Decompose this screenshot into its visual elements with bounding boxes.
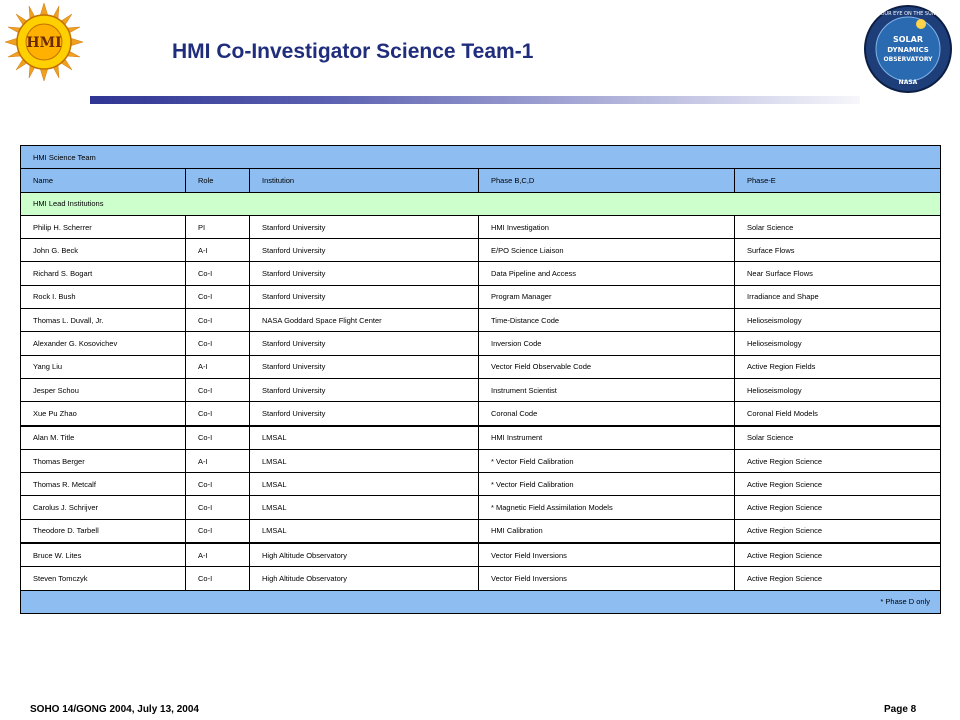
table-row (21, 519, 941, 543)
cell-role: Co-I (186, 332, 250, 355)
cell-role: A-I (186, 355, 250, 378)
cell-name: Philip H. Scherrer (21, 215, 186, 238)
cell-name: Thomas R. Metcalf (21, 473, 186, 496)
cell-institution: Stanford University (250, 262, 479, 285)
cell-role: Co-I (186, 309, 250, 332)
cell-institution: LMSAL (250, 426, 479, 450)
cell-phase-e: Active Region Fields (735, 355, 941, 378)
hmi-logo-text: HMI (26, 35, 62, 51)
cell-institution: High Altitude Observatory (250, 543, 479, 567)
table-row (21, 567, 941, 590)
header-name: Name (21, 169, 186, 192)
cell-role: Co-I (186, 262, 250, 285)
cell-phase-e: Near Surface Flows (735, 262, 941, 285)
cell-phase-e: Irradiance and Shape (735, 285, 941, 308)
header-phase-e: Phase-E (735, 169, 941, 192)
table-row (21, 355, 941, 378)
table-title-row (21, 146, 941, 169)
cell-phase-bcd: HMI Instrument (479, 426, 735, 450)
footer-event: SOHO 14/GONG 2004, July 13, 2004 (30, 704, 199, 715)
cell-role: Co-I (186, 473, 250, 496)
cell-phase-e: Active Region Science (735, 543, 941, 567)
cell-role: Co-I (186, 567, 250, 590)
table-row (21, 496, 941, 519)
cell-phase-e: Active Region Science (735, 473, 941, 496)
table-row (21, 543, 941, 567)
cell-name: Carolus J. Schrijver (21, 496, 186, 519)
table-row (21, 378, 941, 401)
cell-role: Co-I (186, 285, 250, 308)
cell-phase-e: Surface Flows (735, 239, 941, 262)
title-underline (90, 96, 860, 104)
cell-phase-bcd: Vector Field Inversions (479, 567, 735, 590)
cell-phase-bcd: Data Pipeline and Access (479, 262, 735, 285)
sdo-logo-line3: OBSERVATORY (883, 56, 933, 63)
page-title: HMI Co-Investigator Science Team-1 (172, 40, 534, 63)
cell-name: Yang Liu (21, 355, 186, 378)
cell-phase-e: Active Region Science (735, 449, 941, 472)
sdo-logo-line1: SOLAR (892, 35, 924, 44)
table-row (21, 473, 941, 496)
cell-role: PI (186, 215, 250, 238)
cell-phase-bcd: Coronal Code (479, 402, 735, 426)
section-row (21, 192, 941, 215)
cell-phase-bcd: Inversion Code (479, 332, 735, 355)
cell-phase-bcd: * Magnetic Field Assimilation Models (479, 496, 735, 519)
cell-phase-e: Solar Science (735, 426, 941, 450)
cell-institution: High Altitude Observatory (250, 567, 479, 590)
table-row (21, 239, 941, 262)
hmi-logo (4, 2, 84, 82)
table-row (21, 449, 941, 472)
cell-phase-bcd: Time-Distance Code (479, 309, 735, 332)
cell-name: Richard S. Bogart (21, 262, 186, 285)
header-institution: Institution (250, 169, 479, 192)
cell-role: Co-I (186, 496, 250, 519)
cell-institution: Stanford University (250, 239, 479, 262)
table-row (21, 309, 941, 332)
cell-phase-e: Active Region Science (735, 519, 941, 543)
table-row (21, 402, 941, 426)
cell-institution: NASA Goddard Space Flight Center (250, 309, 479, 332)
cell-name: Jesper Schou (21, 378, 186, 401)
sdo-logo (863, 4, 953, 94)
cell-institution: LMSAL (250, 519, 479, 543)
cell-phase-e: Coronal Field Models (735, 402, 941, 426)
cell-role: A-I (186, 239, 250, 262)
cell-name: Alan M. Title (21, 426, 186, 450)
sdo-logo-line2: DYNAMICS (887, 46, 929, 54)
cell-institution: Stanford University (250, 332, 479, 355)
cell-phase-e: Solar Science (735, 215, 941, 238)
table-row (21, 262, 941, 285)
cell-institution: Stanford University (250, 402, 479, 426)
cell-name: Rock I. Bush (21, 285, 186, 308)
cell-name: Bruce W. Lites (21, 543, 186, 567)
cell-name: John G. Beck (21, 239, 186, 262)
cell-name: Xue Pu Zhao (21, 402, 186, 426)
cell-phase-bcd: * Vector Field Calibration (479, 449, 735, 472)
cell-phase-bcd: HMI Calibration (479, 519, 735, 543)
cell-role: A-I (186, 449, 250, 472)
header-role: Role (186, 169, 250, 192)
cell-name: Thomas Berger (21, 449, 186, 472)
table-row (21, 215, 941, 238)
cell-phase-e: Active Region Science (735, 567, 941, 590)
table-row (21, 332, 941, 355)
cell-phase-e: Helioseismology (735, 378, 941, 401)
table-header-row (21, 169, 941, 192)
cell-phase-bcd: Vector Field Inversions (479, 543, 735, 567)
cell-role: A-I (186, 543, 250, 567)
cell-phase-bcd: HMI Investigation (479, 215, 735, 238)
cell-institution: LMSAL (250, 449, 479, 472)
cell-phase-bcd: * Vector Field Calibration (479, 473, 735, 496)
cell-role: Co-I (186, 378, 250, 401)
cell-phase-e: Helioseismology (735, 332, 941, 355)
table-title: HMI Science Team (21, 146, 941, 169)
cell-name: Thomas L. Duvall, Jr. (21, 309, 186, 332)
cell-institution: LMSAL (250, 496, 479, 519)
cell-institution: Stanford University (250, 378, 479, 401)
table-row (21, 285, 941, 308)
cell-name: Theodore D. Tarbell (21, 519, 186, 543)
sdo-logo-nasa: NASA (898, 79, 918, 86)
cell-institution: LMSAL (250, 473, 479, 496)
footnote-row (21, 590, 941, 613)
science-team-table (20, 145, 941, 614)
cell-role: Co-I (186, 519, 250, 543)
cell-phase-e: Helioseismology (735, 309, 941, 332)
footnote: * Phase D only (21, 590, 941, 613)
cell-name: Alexander G. Kosovichev (21, 332, 186, 355)
table-row (21, 426, 941, 450)
cell-phase-e: Active Region Science (735, 496, 941, 519)
cell-phase-bcd: Instrument Scientist (479, 378, 735, 401)
cell-phase-bcd: Vector Field Observable Code (479, 355, 735, 378)
cell-institution: Stanford University (250, 285, 479, 308)
cell-name: Steven Tomczyk (21, 567, 186, 590)
cell-institution: Stanford University (250, 215, 479, 238)
cell-institution: Stanford University (250, 355, 479, 378)
cell-role: Co-I (186, 426, 250, 450)
cell-phase-bcd: Program Manager (479, 285, 735, 308)
cell-phase-bcd: E/PO Science Liaison (479, 239, 735, 262)
section-label: HMI Lead Institutions (21, 192, 941, 215)
cell-role: Co-I (186, 402, 250, 426)
sdo-logo-motto: OUR EYE ON THE SUN (880, 11, 936, 17)
header-phase-bcd: Phase B,C,D (479, 169, 735, 192)
footer-page-number: Page 8 (884, 704, 917, 715)
